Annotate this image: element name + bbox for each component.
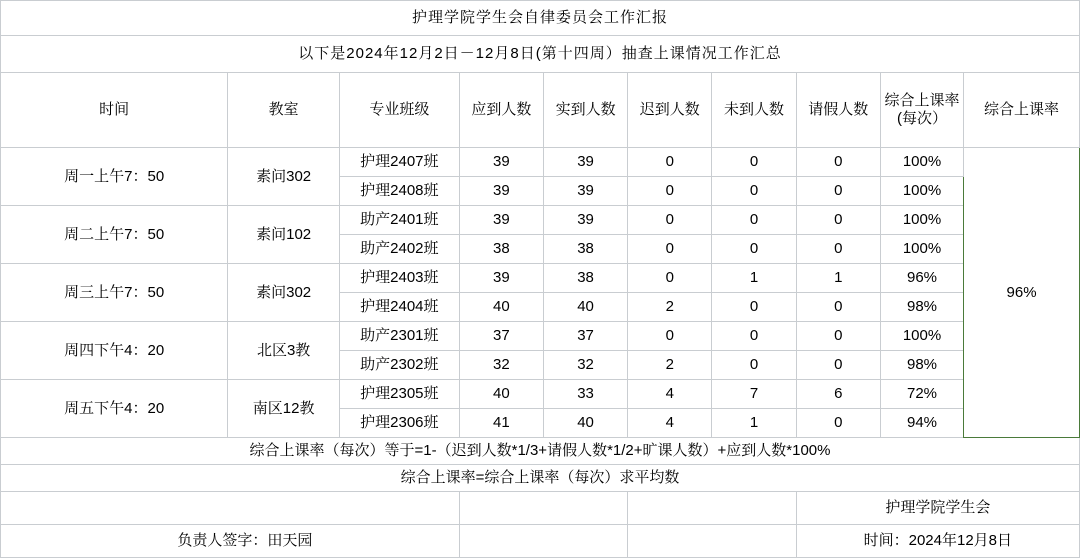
cell-late: 0: [628, 148, 712, 177]
cell-class: 护理2404班: [339, 293, 459, 322]
formula-note-1: 综合上课率（每次）等于=1-（迟到人数*1/3+请假人数*1/2+旷课人数）+应到人数*100%: [1, 438, 1080, 465]
cell-time: 周一上午7：50: [1, 148, 228, 206]
cell-class: 护理2306班: [339, 409, 459, 438]
cell-class: 护理2403班: [339, 264, 459, 293]
cell-rate: 100%: [880, 177, 963, 206]
cell-time: 周三上午7：50: [1, 264, 228, 322]
cell-actual: 40: [543, 293, 627, 322]
cell-late: 0: [628, 235, 712, 264]
note-row-1: [1, 438, 1080, 465]
cell-late: 0: [628, 177, 712, 206]
footer-signature: 负责人签字：田天园: [1, 525, 460, 558]
footer-blank-left: [1, 492, 460, 525]
cell-expected: 39: [459, 177, 543, 206]
cell-rate: 100%: [880, 206, 963, 235]
footer-blank-mid3: [459, 525, 627, 558]
cell-late: 4: [628, 409, 712, 438]
cell-leave: 0: [796, 293, 880, 322]
cell-class: 护理2407班: [339, 148, 459, 177]
footer-blank-mid: [459, 492, 627, 525]
cell-class: 助产2401班: [339, 206, 459, 235]
cell-room: 素问302: [228, 264, 340, 322]
table-row: [1, 264, 1080, 293]
cell-leave: 0: [796, 206, 880, 235]
cell-room: 素问302: [228, 148, 340, 206]
header-room: 教室: [228, 73, 340, 148]
cell-leave: 0: [796, 177, 880, 206]
footer-blank-mid4: [628, 525, 796, 558]
cell-actual: 38: [543, 264, 627, 293]
cell-expected: 37: [459, 322, 543, 351]
cell-class: 助产2302班: [339, 351, 459, 380]
cell-late: 2: [628, 351, 712, 380]
cell-late: 0: [628, 206, 712, 235]
footer-blank-mid2: [628, 492, 796, 525]
footer-date: 时间：2024年12月8日: [796, 525, 1079, 558]
cell-absent: 0: [712, 148, 796, 177]
formula-note-2: 综合上课率=综合上课率（每次）求平均数: [1, 465, 1080, 492]
cell-actual: 39: [543, 148, 627, 177]
cell-leave: 1: [796, 264, 880, 293]
header-leave: 请假人数: [796, 73, 880, 148]
title-row-1: [1, 1, 1080, 36]
footer-organization: 护理学院学生会: [796, 492, 1079, 525]
cell-overall-rate: 96%: [964, 148, 1080, 438]
cell-expected: 39: [459, 148, 543, 177]
cell-expected: 39: [459, 206, 543, 235]
header-late: 迟到人数: [628, 73, 712, 148]
header-expected: 应到人数: [459, 73, 543, 148]
header-actual: 实到人数: [543, 73, 627, 148]
cell-rate: 98%: [880, 351, 963, 380]
cell-leave: 0: [796, 235, 880, 264]
cell-absent: 0: [712, 351, 796, 380]
cell-expected: 39: [459, 264, 543, 293]
cell-rate: 96%: [880, 264, 963, 293]
cell-rate: 94%: [880, 409, 963, 438]
cell-actual: 32: [543, 351, 627, 380]
cell-actual: 37: [543, 322, 627, 351]
cell-late: 4: [628, 380, 712, 409]
footer-row-2: [1, 525, 1080, 558]
cell-actual: 38: [543, 235, 627, 264]
cell-late: 2: [628, 293, 712, 322]
cell-absent: 7: [712, 380, 796, 409]
cell-expected: 32: [459, 351, 543, 380]
cell-expected: 40: [459, 293, 543, 322]
cell-class: 助产2301班: [339, 322, 459, 351]
document-title-line1: 护理学院学生会自律委员会工作汇报: [1, 1, 1080, 36]
cell-class: 护理2408班: [339, 177, 459, 206]
footer-row-1: [1, 492, 1080, 525]
cell-class: 助产2402班: [339, 235, 459, 264]
cell-time: 周五下午4：20: [1, 380, 228, 438]
cell-leave: 0: [796, 409, 880, 438]
table-row: [1, 380, 1080, 409]
cell-absent: 1: [712, 409, 796, 438]
cell-room: 素问102: [228, 206, 340, 264]
header-time: 时间: [1, 73, 228, 148]
header-rate-total: 综合上课率: [964, 73, 1080, 148]
cell-rate: 100%: [880, 235, 963, 264]
cell-room: 南区12教: [228, 380, 340, 438]
cell-expected: 40: [459, 380, 543, 409]
cell-absent: 0: [712, 235, 796, 264]
table-header-row: [1, 73, 1080, 148]
cell-leave: 0: [796, 322, 880, 351]
header-class: 专业班级: [339, 73, 459, 148]
cell-leave: 6: [796, 380, 880, 409]
cell-absent: 0: [712, 177, 796, 206]
cell-actual: 40: [543, 409, 627, 438]
table-row: [1, 322, 1080, 351]
table-row: [1, 206, 1080, 235]
cell-absent: 0: [712, 322, 796, 351]
cell-expected: 38: [459, 235, 543, 264]
table-row: [1, 148, 1080, 177]
cell-absent: 1: [712, 264, 796, 293]
cell-rate: 98%: [880, 293, 963, 322]
document-title-line2: 以下是2024年12月2日－12月8日(第十四周）抽查上课情况工作汇总: [1, 36, 1080, 73]
cell-rate: 72%: [880, 380, 963, 409]
cell-rate: 100%: [880, 322, 963, 351]
cell-absent: 0: [712, 293, 796, 322]
cell-time: 周二上午7：50: [1, 206, 228, 264]
cell-time: 周四下午4：20: [1, 322, 228, 380]
cell-expected: 41: [459, 409, 543, 438]
cell-leave: 0: [796, 351, 880, 380]
header-rate-each: 综合上课率(每次）: [880, 73, 963, 148]
title-row-2: [1, 36, 1080, 73]
header-absent: 未到人数: [712, 73, 796, 148]
cell-late: 0: [628, 322, 712, 351]
cell-room: 北区3教: [228, 322, 340, 380]
cell-leave: 0: [796, 148, 880, 177]
cell-rate: 100%: [880, 148, 963, 177]
note-row-2: [1, 465, 1080, 492]
cell-absent: 0: [712, 206, 796, 235]
cell-actual: 39: [543, 177, 627, 206]
cell-class: 护理2305班: [339, 380, 459, 409]
cell-late: 0: [628, 264, 712, 293]
cell-actual: 33: [543, 380, 627, 409]
cell-actual: 39: [543, 206, 627, 235]
